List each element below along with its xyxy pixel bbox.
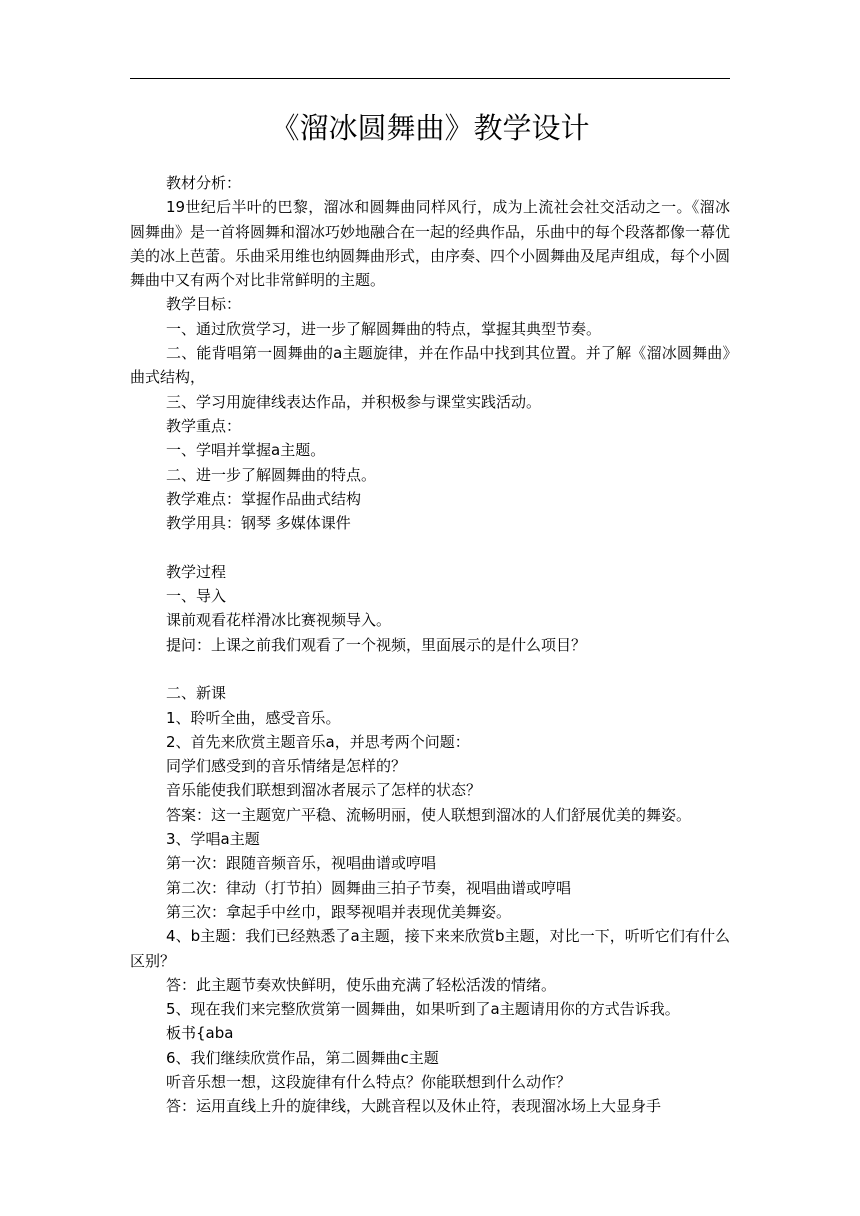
paragraph: 第二次：律动（打节拍）圆舞曲三拍子节奏，视唱曲谱或哼唱: [166, 878, 572, 897]
paragraph: 19世纪后半叶的巴黎，溜冰和圆舞曲同样风行，成为上流社会社交活动之一。《溜冰圆舞曲》是一首将圆舞和溜冰巧妙地融合在一起的经典作品，乐曲中的每个段落都像一幕优美的冰上芭蕾。乐曲采用维也纳圆舞曲形式，由序奏、四个小圆舞曲及尾声组成，每个小圆舞曲中又有两个对比非常鲜明的主题。: [130, 198, 731, 290]
paragraph: 教学用具：钢琴 多媒体课件: [166, 514, 351, 533]
paragraph: 教材分析：: [166, 174, 242, 192]
paragraph: 三、学习用旋律线表达作品，并积极参与课堂实践活动。: [166, 392, 542, 411]
blank-line: [130, 535, 730, 559]
paragraph: 音乐能使我们联想到溜冰者展示了怎样的状态？: [166, 781, 482, 800]
paragraph: 二、能背唱第一圆舞曲的a主题旋律，并在作品中找到其位置。并了解《溜冰圆舞曲》曲式结构，: [130, 344, 730, 387]
paragraph: 1、聆听全曲，感受音乐。: [166, 708, 341, 727]
paragraph: 教学目标：: [166, 295, 242, 314]
paragraph: 答案：这一主题宽广平稳、流畅明丽，使人联想到溜冰的人们舒展优美的舞姿。: [166, 805, 692, 824]
paragraph: 第三次：拿起手中丝巾，跟琴视唱并表现优美舞姿。: [166, 902, 512, 921]
paragraph: 5、现在我们来完整欣赏第一圆舞曲，如果听到了a主题请用你的方式告诉我。: [166, 1000, 680, 1019]
paragraph: 一、学唱并掌握a主题。: [166, 441, 326, 460]
paragraph: 6、我们继续欣赏作品，第二圆舞曲c主题: [166, 1048, 439, 1067]
paragraph: 教学重点：: [166, 416, 242, 435]
paragraph: 课前观看花样滑冰比赛视频导入。: [166, 611, 392, 630]
paragraph: 二、新课: [166, 684, 227, 703]
paragraph: 板书{aba: [166, 1024, 234, 1043]
header-rule: [130, 78, 730, 79]
paragraph: 一、导入: [166, 587, 227, 606]
paragraph: 答：运用直线上升的旋律线，大跳音程以及休止符，表现溜冰场上大显身手: [166, 1097, 662, 1116]
paragraph: 一、通过欣赏学习，进一步了解圆舞曲的特点，掌握其典型节奏。: [166, 319, 602, 338]
document-title: 《溜冰圆舞曲》教学设计: [270, 111, 590, 145]
paragraph: 答：此主题节奏欢快鲜明，使乐曲充满了轻松活泼的情绪。: [166, 975, 557, 994]
paragraph: 提问：上课之前我们观看了一个视频，里面展示的是什么项目？: [166, 635, 587, 654]
paragraph: 听音乐想一想，这段旋律有什么特点？你能联想到什么动作？: [166, 1072, 572, 1091]
paragraph: 二、进一步了解圆舞曲的特点。: [166, 465, 377, 484]
paragraph: 2、首先来欣赏主题音乐a，并思考两个问题：: [166, 732, 470, 751]
paragraph: 教学过程: [166, 562, 227, 581]
paragraph: 4、b主题：我们已经熟悉了a主题，接下来来欣赏b主题，对比一下，听听它们有什么区别？: [130, 927, 730, 970]
paragraph: 教学难点：掌握作品曲式结构: [166, 489, 362, 508]
paragraph: 第一次：跟随音频音乐，视唱曲谱或哼唱: [166, 854, 437, 873]
paragraph: 3、学唱a主题: [166, 830, 260, 849]
paragraph: 同学们感受到的音乐情绪是怎样的？: [166, 757, 407, 776]
document-body: [130, 171, 730, 1119]
blank-line: [130, 657, 730, 681]
